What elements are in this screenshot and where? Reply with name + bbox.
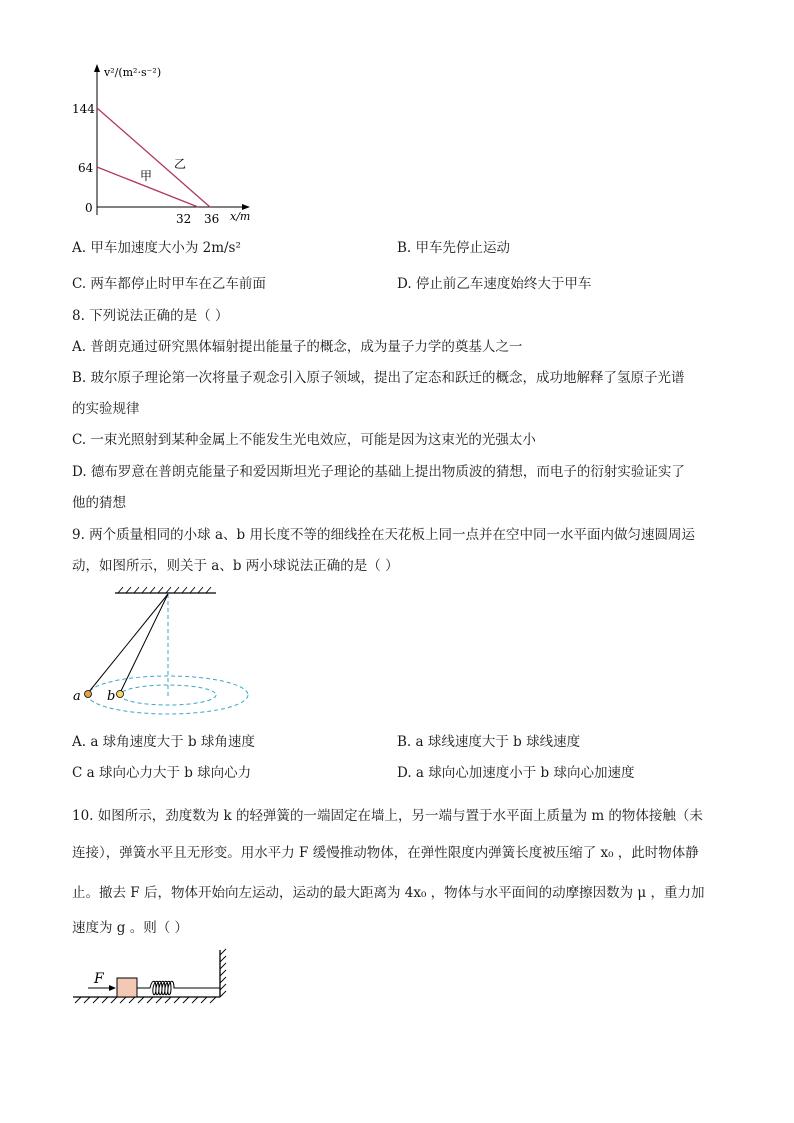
q7-option-d: D. 停止前乙车速度始终大于甲车 <box>397 276 592 292</box>
q9-stem-line2: 动，如图所示，则关于 a、b 两小球说法正确的是（ ） <box>72 558 399 574</box>
spring-block-figure <box>70 945 240 1007</box>
q10-line1: 10. 如图所示，劲度数为 k 的轻弹簧的一端固定在墙上，另一端与置于水平面上质量为 m 的物体接触（未 <box>72 808 703 824</box>
q9-option-b: B. a 球线速度大于 b 球线速度 <box>397 734 581 750</box>
spring-coil <box>137 981 220 995</box>
wall-hatching <box>220 949 226 997</box>
x-tick-32: 32 <box>176 212 192 226</box>
q8-option-d-line2: 他的猜想 <box>72 495 126 511</box>
line-yi <box>97 108 210 207</box>
q8-option-a: A. 普朗克通过研究黑体辐射提出能量子的概念，成为量子力学的奠基人之一 <box>72 339 523 355</box>
q8-option-d-line1: D. 德布罗意在普朗克能量子和爱因斯坦光子理论的基础上提出物质波的猜想，而电子的衍射实验证实了 <box>72 464 685 480</box>
q7-option-b: B. 甲车先停止运动 <box>397 240 511 256</box>
velocity-squared-graph <box>70 60 270 230</box>
x-axis-label: x/m <box>230 210 251 223</box>
q9-option-d: D. a 球向心加速度小于 b 球向心加速度 <box>397 765 635 781</box>
origin-label: 0 <box>85 201 93 215</box>
ball-b-label: b <box>107 689 116 704</box>
q8-option-b-line1: B. 玻尔原子理论第一次将量子观念引入原子领域，提出了定态和跃迁的概念，成功地解释了氢原子光谱 <box>72 370 685 386</box>
ball-a <box>85 691 92 698</box>
q8-option-b-line2: 的实验规律 <box>72 401 140 417</box>
ceiling-hatching <box>118 587 211 593</box>
force-arrowhead <box>109 985 116 991</box>
y-tick-64: 64 <box>78 161 94 175</box>
string-b <box>120 594 168 693</box>
y-tick-144: 144 <box>72 102 95 116</box>
conical-pendulum-figure <box>70 585 260 720</box>
q9-option-a: A. a 球角速度大于 b 球角速度 <box>72 734 255 750</box>
ball-b <box>117 691 124 698</box>
q9-stem-line1: 9. 两个质量相同的小球 a、b 用长度不等的细线拴在天花板上同一点并在空中同一水平面内做匀速圆周运 <box>72 527 695 543</box>
string-a <box>88 594 168 693</box>
y-axis-arrow <box>94 64 100 72</box>
q7-option-c: C. 两车都停止时甲车在乙车前面 <box>72 276 266 292</box>
q8-stem: 8. 下列说法正确的是（ ） <box>72 308 229 324</box>
ball-a-label: a <box>73 689 81 704</box>
x-tick-36: 36 <box>204 212 220 226</box>
q9-option-c: C a 球向心力大于 b 球向心力 <box>72 765 252 781</box>
q10-line3: 止。撤去 F 后，物体开始向左运动，运动的最大距离为 4x₀ ，物体与水平面间的动摩擦因数为 μ ，重力加 <box>72 885 705 901</box>
line-jia-label: 甲 <box>140 169 153 183</box>
q10-line2: 连接），弹簧水平且无形变。用水平力 F 缓慢推动物体，在弹性限度内弹簧长度被压缩了 x₀ ，此时物体静 <box>72 845 699 861</box>
floor-hatching <box>75 997 216 1003</box>
q8-option-c: C. 一束光照射到某种金属上不能发生光电效应，可能是因为这束光的光强太小 <box>72 432 536 448</box>
block <box>117 978 137 997</box>
line-yi-label: 乙 <box>174 157 187 171</box>
q7-option-a: A. 甲车加速度大小为 2m/s² <box>72 240 241 256</box>
force-label: F <box>94 971 104 987</box>
q10-line4: 速度为 g 。则（ ） <box>72 920 189 936</box>
y-axis-label: v²/(m²·s⁻²) <box>104 66 162 79</box>
